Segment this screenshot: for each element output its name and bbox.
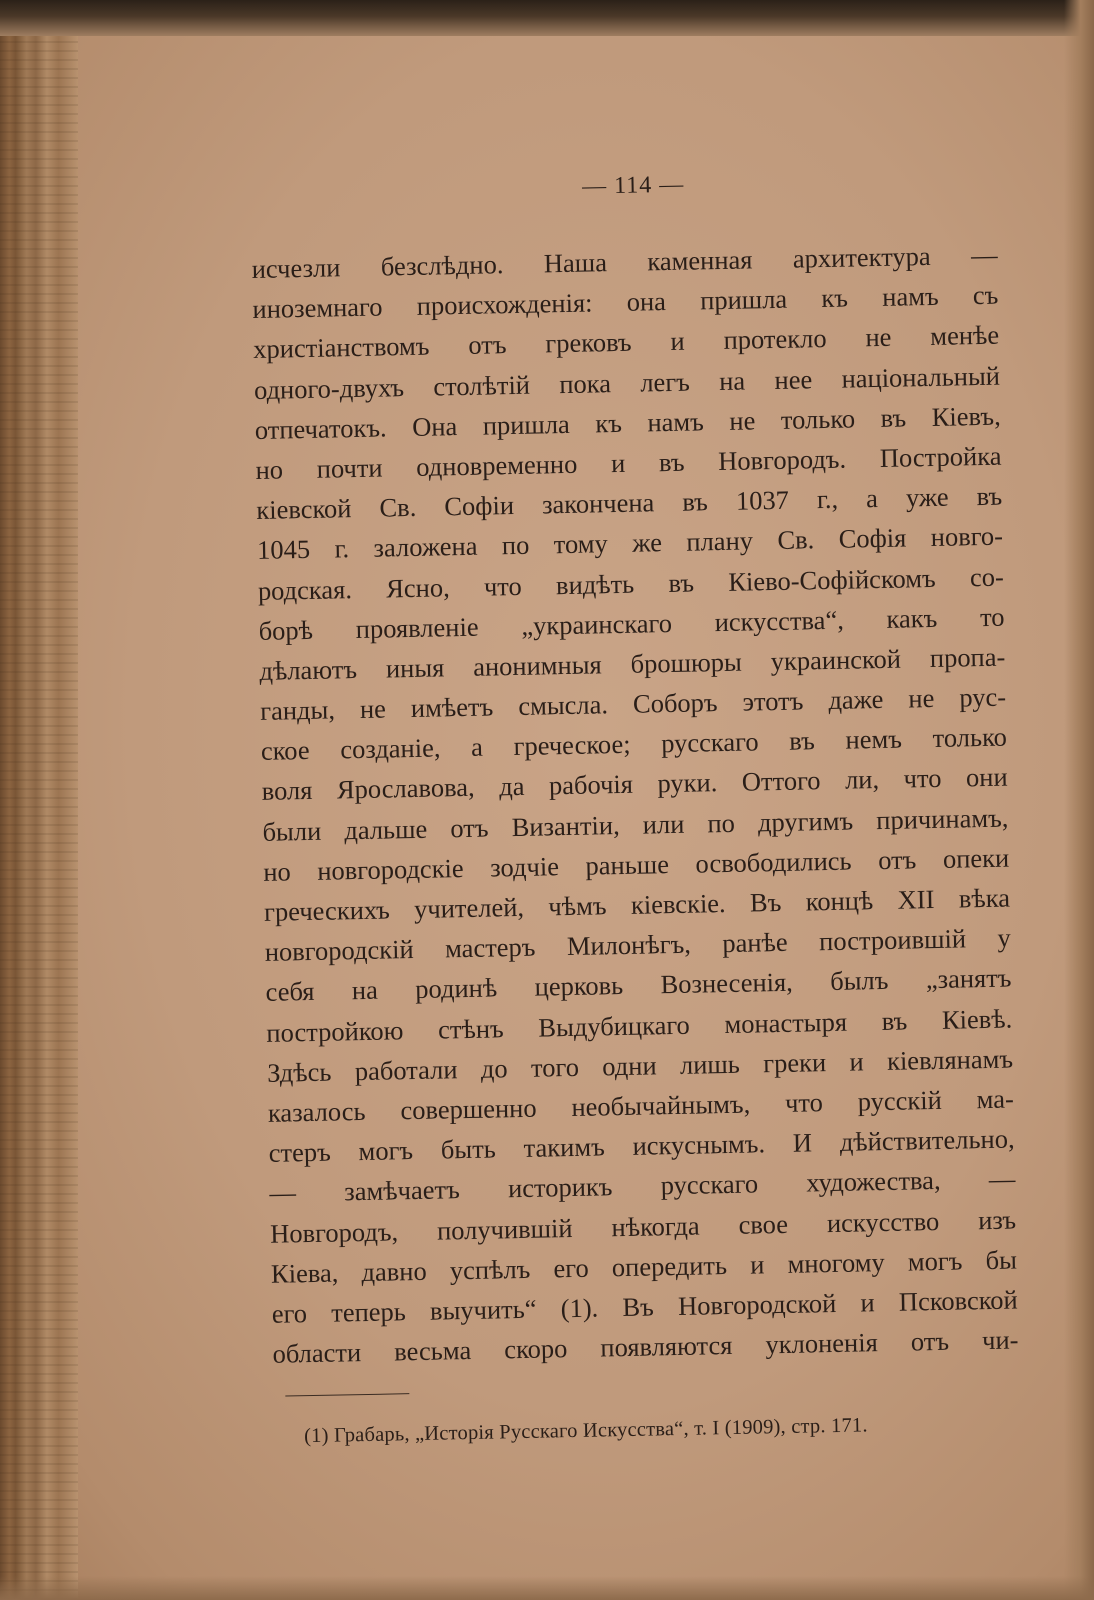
text-line: одного-двухъ столѣтій пока легъ на нее національный xyxy=(253,360,1001,405)
text-line: себя на родинѣ церковь Вознесенія, былъ „занятъ xyxy=(265,962,1012,1008)
text-line: воля Ярославова, да рабочія руки. Оттого ли, что они xyxy=(261,762,1008,807)
footnote: (1) Грабарь, „Исторія Русскаго Искусства“, т. I (1909), стр. 171. xyxy=(303,1414,868,1448)
text-line: христіанствомъ отъ грековъ и протекло не менѣе xyxy=(252,320,1000,365)
text-line: области весьма скоро появляются уклоненія отъ чи- xyxy=(272,1324,1019,1369)
text-line: 1045 г. заложена по тому же плану Св. Софія новго- xyxy=(256,520,1004,566)
text-line: кіевской Св. Софіи закончена въ 1037 г., а уже въ xyxy=(256,480,1003,526)
text-line: ганды, не имѣетъ смысла. Соборъ этотъ даже не рус- xyxy=(259,681,1007,726)
text-line: были дальше отъ Византіи, или по другимъ причинамъ, xyxy=(262,802,1009,847)
page-number: — 114 — xyxy=(581,171,685,200)
text-line: ское созданіе, а греческое; русскаго въ немъ только xyxy=(260,721,1008,767)
text-line: но новгородскіе зодчіе раньше освободились отъ опеки xyxy=(262,842,1010,887)
text-block xyxy=(250,166,1020,1451)
text-line: исчезли безслѣдно. Наша каменная архитектура — xyxy=(251,239,998,284)
text-line: его теперь выучить“ (1). Въ Новгородской и Псковской xyxy=(271,1284,1018,1329)
body-text xyxy=(251,235,1018,1374)
text-line: Здѣсь работали до того одни лишь греки и кіевлянамъ xyxy=(266,1043,1014,1088)
book-binding-edge xyxy=(0,0,78,1600)
text-line: новгородскій мастеръ Милонѣгъ, ранѣе построившій у xyxy=(264,922,1011,968)
page-right-edge xyxy=(1064,0,1094,1600)
text-line: родская. Ясно, что видѣть въ Кіево-Софійскомъ со- xyxy=(257,561,1005,606)
text-line: Новгородъ, получившій нѣкогда свое искусство изъ xyxy=(269,1203,1017,1249)
text-line: но почти одновременно и въ Новгородъ. Постройка xyxy=(255,440,1002,485)
text-line: постройкою стѣнъ Выдубицкаго монастыря въ Кіевѣ. xyxy=(266,1003,1013,1048)
page-top-edge xyxy=(0,0,1094,36)
text-line: Кіева, давно успѣлъ его опередить и многому могъ бы xyxy=(270,1244,1018,1289)
text-line: отпечатокъ. Она пришла къ намъ не только въ Кіевъ, xyxy=(254,400,1001,445)
text-line: иноземнаго происхожденія: она пришла къ намъ съ xyxy=(252,279,999,325)
text-line: греческихъ учителей, чѣмъ кіевскіе. Въ концѣ XII вѣка xyxy=(263,882,1011,927)
footnote-separator xyxy=(285,1393,409,1396)
text-line: борѣ проявленіе „украинскаго искусства“, какъ то xyxy=(258,601,1005,646)
text-line: стеръ могъ быть такимъ искуснымъ. И дѣйствительно, xyxy=(268,1123,1015,1168)
text-line: дѣлаютъ иныя анонимныя брошюры украинской пропа- xyxy=(259,641,1006,686)
page-bottom-edge xyxy=(0,1576,1094,1600)
text-line: — замѣчаетъ историкъ русскаго художества, — xyxy=(269,1163,1016,1209)
text-line: казалось совершенно необычайнымъ, что русскій ма- xyxy=(267,1083,1015,1128)
